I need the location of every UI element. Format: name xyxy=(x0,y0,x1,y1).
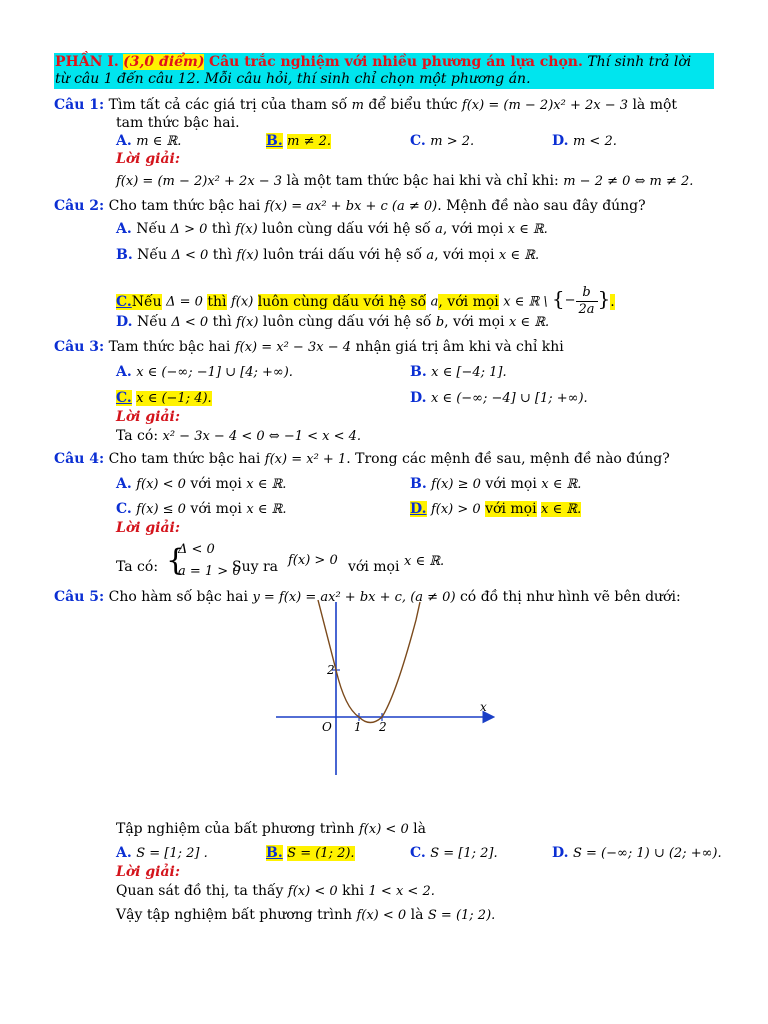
q4-text-a: Cho tam thức bậc hai xyxy=(108,451,261,467)
part-title: Câu trắc nghiệm với nhiều phương án lựa chọn. xyxy=(208,54,583,70)
q2-option-b-label: B. xyxy=(116,247,133,263)
q2-option-a-label: A. xyxy=(116,221,132,237)
q2-line-1 xyxy=(54,198,646,214)
q2-text-a: Cho tam thức bậc hai xyxy=(108,198,261,214)
q4-option-d-x: x ∈ ℝ. xyxy=(541,502,582,517)
q5-option-c-label: C. xyxy=(410,845,426,861)
q5-solution-2-set: S = (1; 2). xyxy=(427,908,496,923)
q3-option-b-label: B. xyxy=(410,364,427,380)
q2-option-b[interactable] xyxy=(116,247,539,263)
q2-option-a[interactable] xyxy=(116,221,548,237)
q1-option-d[interactable] xyxy=(552,133,617,149)
q4-option-b-f: f(x) ≥ 0 xyxy=(431,477,481,492)
q3-option-a-label: A. xyxy=(116,364,132,380)
q5-option-d-text: S = (−∞; 1) ∪ (2; +∞). xyxy=(572,846,722,861)
q5-ask-end: là xyxy=(413,821,426,837)
q5-option-a-text: S = [1; 2] . xyxy=(136,846,208,861)
q1-solution-expr: f(x) = (m − 2)x² + 2x − 3 xyxy=(116,174,283,189)
q2-option-b-cond: Δ < 0 xyxy=(171,248,209,263)
q1-option-b-text: m ≠ 2. xyxy=(287,134,332,149)
q4-option-b-t: với mọi xyxy=(485,476,537,492)
q2-option-d-x: x ∈ ℝ. xyxy=(508,315,550,330)
q4-option-a-t: với mọi xyxy=(190,476,242,492)
q2-option-a-x: x ∈ ℝ. xyxy=(507,222,548,237)
q5-option-c[interactable] xyxy=(410,845,498,861)
q5-solution-1-cond: 1 < x < 2. xyxy=(368,884,435,899)
q5-ask-text: Tập nghiệm của bất phương trình xyxy=(116,821,355,837)
q4-option-b-x: x ∈ ℝ. xyxy=(541,477,582,492)
q1-option-a-label: A. xyxy=(116,133,132,149)
q2-option-c-f: f(x) xyxy=(230,294,254,310)
q4-text-b: . Trong các mệnh đề sau, mệnh đề nào đúng? xyxy=(346,451,670,467)
q2-option-a-cond: Δ > 0 xyxy=(170,222,208,237)
x-tick-label-1: 1 xyxy=(354,720,362,734)
q1-solution-cond: m − 2 ≠ 0 ⇔ m ≠ 2. xyxy=(563,174,694,189)
q1-number: Câu 1: xyxy=(54,97,105,113)
q3-option-b-text: x ∈ [−4; 1]. xyxy=(431,365,507,380)
q2-option-d-1: Nếu xyxy=(136,314,167,330)
part-label: PHẦN I. xyxy=(55,54,119,70)
q5-number: Câu 5: xyxy=(54,589,105,605)
q2-option-a-a: a xyxy=(435,222,443,237)
q1-option-c-text: m > 2. xyxy=(430,134,475,149)
q4-system-2: a = 1 > 0 xyxy=(178,564,241,579)
q4-option-c-label: C. xyxy=(116,501,132,517)
q2-option-c-fraction xyxy=(576,285,598,318)
q3-number: Câu 3: xyxy=(54,339,105,355)
q3-option-d[interactable] xyxy=(410,390,588,406)
q3-option-a-text: x ∈ (−∞; −1] ∪ [4; +∞). xyxy=(136,365,293,380)
q3-text-b: nhận giá trị âm khi và chỉ khi xyxy=(355,339,564,355)
q2-option-c-dot: . xyxy=(610,293,615,310)
q1-option-a[interactable] xyxy=(116,133,181,149)
q3-solution-expr: x² − 3x − 4 < 0 ⇔ −1 < x < 4. xyxy=(162,429,362,444)
q2-option-b-4: , với mọi xyxy=(434,247,495,263)
q2-option-d-f: f(x) xyxy=(236,315,259,330)
q5-text-a: Cho hàm số bậc hai xyxy=(108,589,248,605)
q3-text-a: Tam thức bậc hai xyxy=(108,339,231,355)
q4-option-a[interactable] xyxy=(116,476,286,492)
q2-option-c-4: , với mọi xyxy=(438,293,499,310)
q1-solution xyxy=(116,173,693,189)
q5-solution-2-mid: là xyxy=(410,907,424,923)
q4-number: Câu 4: xyxy=(54,451,105,467)
q4-option-d-label: D. xyxy=(410,501,427,517)
q3-option-d-text: x ∈ (−∞; −4] ∪ [1; +∞). xyxy=(430,391,588,406)
q5-solution-2-text: Vậy tập nghiệm bất phương trình xyxy=(116,907,352,923)
origin-label: O xyxy=(322,720,332,734)
parabola-curve xyxy=(318,600,420,723)
y-tick-label-2: 2 xyxy=(327,663,335,677)
q4-solution-end: với mọi xyxy=(348,559,400,575)
instruction-1: Thí sinh trả lời xyxy=(587,54,692,70)
q1-text-a: Tìm tất cả các giá trị của tham số xyxy=(108,97,348,113)
q2-option-b-a: a xyxy=(426,248,435,263)
q4-solution-mid: Suy ra xyxy=(232,559,279,575)
q4-option-b[interactable] xyxy=(410,476,581,492)
q3-option-c-text: x ∈ (−1; 4). xyxy=(136,391,212,406)
q4-option-c[interactable] xyxy=(116,501,286,517)
q5-expr: y = f(x) = ax² + bx + c, (a ≠ 0) xyxy=(252,590,456,605)
q2-option-c-3: luôn cùng dấu với hệ số xyxy=(257,293,427,310)
q2-option-d-label: D. xyxy=(116,314,133,330)
q3-option-c[interactable] xyxy=(116,390,212,406)
q2-option-d[interactable] xyxy=(116,314,549,330)
q4-option-d-t: với mọi xyxy=(485,501,537,517)
q2-option-c-brace-close: } xyxy=(597,286,611,311)
q2-option-a-2: thì xyxy=(211,221,231,237)
q3-expr: f(x) = x² − 3x − 4 xyxy=(234,340,351,355)
q5-text-b: có đồ thị như hình vẽ bên dưới: xyxy=(459,589,681,605)
q1-var: m xyxy=(351,98,364,113)
q5-ask xyxy=(116,821,426,837)
q2-expr: f(x) = ax² + bx + c (a ≠ 0) xyxy=(264,199,438,214)
q4-system-1: Δ < 0 xyxy=(178,542,215,557)
q1-option-d-label: D. xyxy=(552,133,569,149)
q2-option-b-1: Nếu xyxy=(137,247,168,263)
q2-option-a-4: , với mọi xyxy=(442,221,504,237)
q5-solution-label: Lời giải: xyxy=(116,864,181,880)
q2-option-b-x: x ∈ ℝ. xyxy=(498,248,540,263)
q4-option-d-f: f(x) > 0 xyxy=(430,502,481,517)
q4-solution-f: f(x) > 0 xyxy=(288,553,338,568)
q5-option-a[interactable] xyxy=(116,845,208,861)
q3-option-d-label: D. xyxy=(410,390,427,406)
q3-option-b[interactable] xyxy=(410,364,507,380)
q2-option-c-a: a xyxy=(430,294,439,310)
header-line-1 xyxy=(55,54,691,71)
q1-option-a-text: m ∈ ℝ. xyxy=(136,134,182,149)
q1-text-b: để biểu thức xyxy=(368,97,458,113)
q3-option-c-label: C. xyxy=(116,390,132,406)
q4-option-c-f: f(x) ≤ 0 xyxy=(136,502,186,517)
q4-solution-x: x ∈ ℝ. xyxy=(404,554,445,569)
q2-text-b: . Mệnh đề nào sau đây đúng? xyxy=(437,198,646,214)
q4-option-c-x: x ∈ ℝ. xyxy=(246,502,287,517)
q5-solution-2 xyxy=(116,907,495,923)
q2-option-c-cond: Δ = 0 xyxy=(166,294,203,310)
q3-solution-label: Lời giải: xyxy=(116,409,181,425)
q1-option-c-label: C. xyxy=(410,133,426,149)
q2-option-b-3: luôn trái dấu với hệ số xyxy=(263,247,422,263)
q5-solution-1-text: Quan sát đồ thị, ta thấy xyxy=(116,883,284,899)
q2-option-d-cond: Δ < 0 xyxy=(171,315,209,330)
q2-option-b-2: thì xyxy=(212,247,232,263)
q5-solution-1 xyxy=(116,883,435,899)
q2-option-d-a: b xyxy=(435,315,445,330)
q2-option-c-x: x ∈ ℝ \ xyxy=(503,294,552,310)
q2-option-c-1: Nếu xyxy=(131,293,162,310)
q5-parabola-graph xyxy=(270,600,500,780)
points-label: (3,0 điểm) xyxy=(123,54,205,70)
q5-option-b-label: B. xyxy=(266,845,283,861)
q4-option-a-label: A. xyxy=(116,476,132,492)
q3-option-a[interactable] xyxy=(116,364,293,380)
q5-ask-expr: f(x) < 0 xyxy=(359,822,409,837)
q2-option-d-4: , với mọi xyxy=(444,314,505,330)
q5-option-d[interactable] xyxy=(552,845,722,861)
q5-solution-1-mid: khi xyxy=(342,883,365,899)
x-axis-label: x xyxy=(480,700,487,714)
q5-option-b-text: S = (1; 2). xyxy=(287,846,355,861)
q2-option-a-1: Nếu xyxy=(136,221,167,237)
x-tick-label-2: 2 xyxy=(379,720,387,734)
q4-option-a-x: x ∈ ℝ. xyxy=(246,477,287,492)
q4-expr: f(x) = x² + 1 xyxy=(264,452,347,467)
q2-option-b-f: f(x) xyxy=(236,248,259,263)
q2-number: Câu 2: xyxy=(54,198,105,214)
q2-option-c-frac-den: 2a xyxy=(578,302,595,317)
q4-option-b-label: B. xyxy=(410,476,427,492)
q4-solution-label: Lời giải: xyxy=(116,520,181,536)
q5-option-a-label: A. xyxy=(116,845,132,861)
instruction-2: từ câu 1 đến câu 12. Mỗi câu hỏi, thí sinh chỉ chọn một phương án. xyxy=(55,71,531,87)
q2-option-a-3: luôn cùng dấu với hệ số xyxy=(262,221,431,237)
q2-option-d-3: luôn cùng dấu với hệ số xyxy=(262,314,432,330)
q1-expr: f(x) = (m − 2)x² + 2x − 3 xyxy=(461,98,628,113)
q3-line-1 xyxy=(54,339,564,355)
q1-option-b-label: B. xyxy=(266,133,283,149)
q1-solution-label: Lời giải: xyxy=(116,151,181,167)
q4-solution-text: Ta có: xyxy=(116,559,159,575)
q2-option-c-label: C. xyxy=(116,293,132,310)
q5-option-c-text: S = [1; 2]. xyxy=(430,846,498,861)
q4-system-brace: { xyxy=(166,543,186,578)
q3-solution-text: Ta có: xyxy=(116,428,159,444)
q4-line-1 xyxy=(54,451,670,467)
q5-solution-1-expr: f(x) < 0 xyxy=(287,884,338,899)
q2-option-a-f: f(x) xyxy=(235,222,258,237)
q2-option-c-brace-open: { xyxy=(551,286,565,311)
q4-option-a-f: f(x) < 0 xyxy=(136,477,186,492)
q5-option-b[interactable] xyxy=(266,845,355,861)
q3-solution xyxy=(116,428,361,444)
q5-solution-2-expr: f(x) < 0 xyxy=(356,908,407,923)
q2-option-c-frac-num: b xyxy=(576,285,598,302)
q1-option-c[interactable] xyxy=(410,133,474,149)
q1-option-b[interactable] xyxy=(266,133,331,149)
q1-option-d-text: m < 2. xyxy=(572,134,617,149)
q1-solution-text: là một tam thức bậc hai khi và chỉ khi: xyxy=(286,173,559,189)
q1-text-d: tam thức bậc hai. xyxy=(116,115,240,131)
q4-option-c-t: với mọi xyxy=(190,501,242,517)
q2-option-d-2: thì xyxy=(212,314,232,330)
q2-option-c-minus: − xyxy=(564,292,576,308)
q1-line-1 xyxy=(54,97,677,113)
q5-option-d-label: D. xyxy=(552,845,569,861)
q2-option-c-2: thì xyxy=(207,293,227,310)
q4-option-d[interactable] xyxy=(410,501,581,517)
q1-text-c: là một xyxy=(632,97,678,113)
